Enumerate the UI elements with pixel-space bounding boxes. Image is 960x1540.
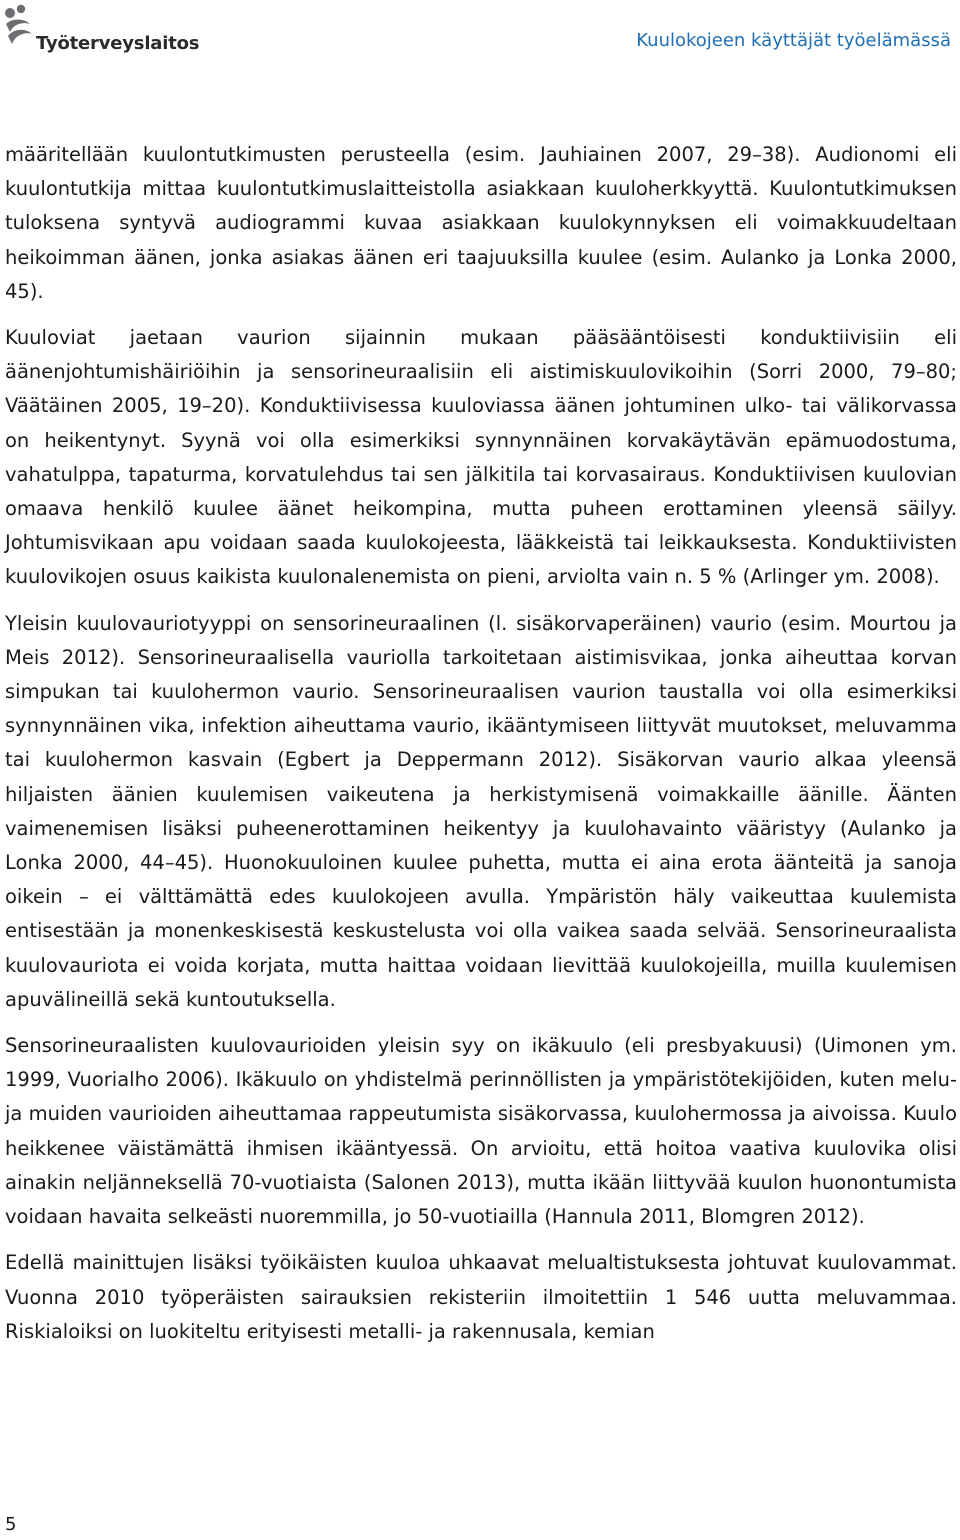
paragraph: Kuuloviat jaetaan vaurion sijainnin mukaan pääsääntöisesti konduktiivisiin eli äänenjohtumishäiriöihin ja sensorineuraalisiin eli aistimiskuulovikoihin (Sorri 2000, 79–80; Väätäinen 2005, 19–20). Konduktiivisessa kuuloviassa äänen johtuminen ulko- tai välikorvassa on heikentynyt. Syynä voi olla esimerkiksi synnynnäinen korvakäytävän epämuodostuma, vahatulppa, tapaturma, korvatulehdus tai sen jälkitila tai korvasairaus. Konduktiivisen kuulovian omaava henkilö kuulee äänet heikompina, mutta puheen erottaminen yleensä säilyy. Johtumisvikaan apu voidaan saada kuulokojeesta, lääkkeistä tai leikkauksesta. Konduktiivisten kuulovikojen osuus kaikista kuulonalenemista on pieni, arviolta vain n. 5 % (Arlinger ym. 2008). (5, 326, 957, 589)
logo-icon (4, 4, 34, 56)
logo (4, 4, 199, 56)
paragraph: Yleisin kuulovauriotyyppi on sensorineuraalinen (l. sisäkorvaperäinen) vaurio (esim. Mourtou ja Meis 2012). Sensorineuraalisella vauriolla tarkoitetaan aistimisvikaa, jonka aiheuttaa korvan simpukan tai kuulohermon vaurio. Sensorineuraalisen vaurion taustalla voi olla esimerkiksi synnynnäinen vika, infektion aiheuttama vaurio, ikääntymiseen liittyvät muutokset, meluvamma tai kuulohermon kasvain (Egbert ja Deppermann 2012). Sisäkorvan vaurio alkaa yleensä hiljaisten äänien kuulemisen vaikeutena ja herkistymisenä voimakkaille äänille. Äänten vaimenemisen lisäksi puheenerottaminen heikentyy ja kuulohavainto vääristyy (Aulanko ja Lonka 2000, 44–45). Huonokuuloinen kuulee puhetta, mutta ei aina erota äänteitä ja sanoja oikein – ei välttämättä edes kuulokojeen avulla. Ympäristön häly vaikeuttaa kuulemista entisestään ja monenkeskisestä keskustelusta voi olla vaikea saada selvää. Sensorineuraalista kuulovauriota ei voida korjata, mutta haittaa voidaan lievittää kuulokojeilla, muilla kuulemisen apuvälineillä sekä kuntoutuksella. (5, 611, 957, 1011)
paragraph: Edellä mainittujen lisäksi työikäisten kuuloa uhkaavat melualtistuksesta johtuvat kuulovammat. Vuonna 2010 työperäisten sairauksien rekisteriin ilmoitettiin 1 546 uutta meluvammaa. Riskialoiksi on luokiteltu erityisesti metalli- ja rakennusala, kemian (5, 1251, 957, 1343)
logo-text: Työterveyslaitos (36, 33, 200, 54)
page-number: 5 (5, 1514, 17, 1535)
paragraph: määritellään kuulontutkimusten perusteella (esim. Jauhiainen 2007, 29–38). Audionomi eli kuulontutkija mittaa kuulontutkimuslaitteistolla asiakkaan kuuloherkkyyttä. Kuulontutkimuksen tuloksena syntyvä audiogrammi kuvaa asiakkaan kuulokynnyksen eli voimakkuudeltaan heikoimman äänen, jonka asiakas äänen eri taajuuksilla kuulee (esim. Aulanko ja Lonka 2000, 45). (5, 143, 957, 303)
paragraph: Sensorineuraalisten kuulovaurioiden yleisin syy on ikäkuulo (eli presbyakuusi) (Uimonen ym. 1999, Vuorialho 2006). Ikäkuulo on yhdistelmä perinnöllisten ja ympäristötekijöiden, kuten melu- ja muiden vaurioiden aiheuttamaa rappeutumista sisäkorvassa, kuulohermossa ja aivoissa. Kuulo heikkenee väistämättä ihmisen ikääntyessä. On arvioitu, että hoitoa vaativa kuulovika olisi ainakin neljänneksellä 70-vuotiaista (Salonen 2013), mutta ikään liittyvää kuulon huonontumista voidaan havaita selkeästi nuoremmilla, jo 50-vuotiailla (Hannula 2011, Blomgren 2012). (5, 1034, 957, 1229)
body-text (5, 138, 957, 1361)
page-header (0, 0, 960, 80)
header-title: Kuulokojeen käyttäjät työelämässä (636, 30, 951, 51)
